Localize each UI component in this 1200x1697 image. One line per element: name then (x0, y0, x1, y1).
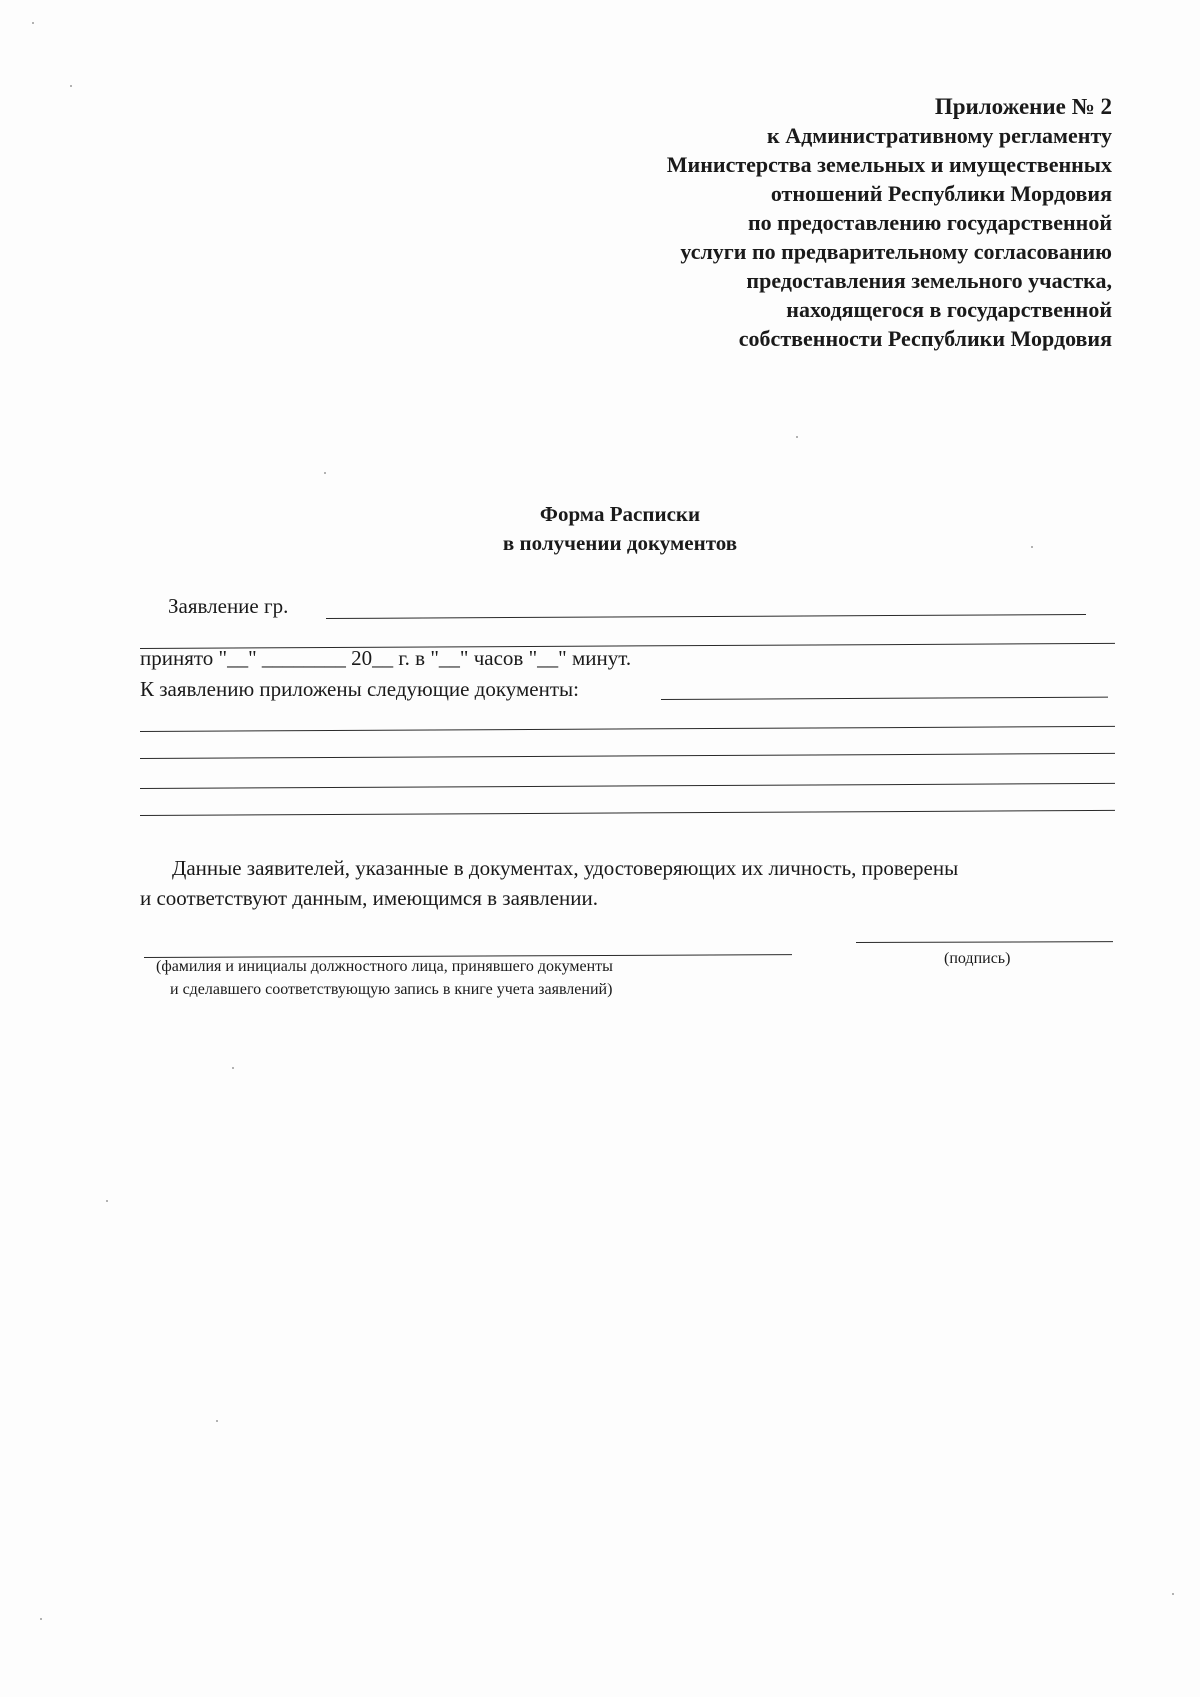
form-title-line-1: Форма Расписки (539, 502, 701, 526)
appendix-header-line: предоставления земельного участка, (746, 268, 1112, 293)
statement-label: Заявление гр. (168, 594, 289, 618)
appendix-header (552, 92, 1112, 353)
form-title (0, 500, 1200, 558)
scan-speck (232, 1067, 234, 1069)
accepted-datetime-line: принято "__" ________ 20__ г. в "__" часов "__" минут. (140, 646, 632, 670)
appendix-header-line: услуги по предварительному согласованию (680, 239, 1112, 264)
scan-speck (106, 1200, 108, 1202)
verification-text-line-2: и соответствуют данным, имеющимся в заявлении. (140, 886, 598, 910)
attached-documents-line-3[interactable] (140, 753, 1115, 759)
scan-speck (1031, 546, 1033, 548)
attached-documents-line-1[interactable] (661, 697, 1108, 700)
scan-speck (796, 436, 798, 438)
attached-documents-label: К заявлению приложены следующие документы: (140, 677, 579, 701)
attached-documents-line-5[interactable] (140, 810, 1115, 816)
applicant-name-line[interactable] (326, 614, 1086, 619)
appendix-header-line: к Административному регламенту (767, 123, 1112, 148)
verification-text-line-1: Данные заявителей, указанные в документах, удостоверяющих их личность, проверены (172, 856, 959, 880)
official-caption-line-1: (фамилия и инициалы должностного лица, принявшего документы (156, 958, 613, 975)
scan-speck (70, 85, 72, 87)
form-title-line-2: в получении документов (502, 531, 738, 555)
scan-speck (40, 1618, 42, 1620)
signature-caption: (подпись) (944, 950, 1011, 967)
scan-speck (1172, 1593, 1174, 1595)
attached-documents-line-2[interactable] (140, 726, 1115, 732)
scan-speck (32, 22, 34, 24)
appendix-header-line: по предоставлению государственной (747, 210, 1112, 235)
official-caption-line-2: и сделавшего соответствующую запись в книге учета заявлений) (170, 981, 613, 998)
appendix-header-line: находящегося в государственной (786, 297, 1112, 322)
scan-speck (324, 472, 326, 474)
signature-line[interactable] (856, 941, 1113, 943)
appendix-header-line: собственности Республики Мордовия (738, 326, 1112, 351)
appendix-number: Приложение № 2 (934, 94, 1112, 119)
scan-speck (216, 1420, 218, 1422)
appendix-header-line: отношений Республики Мордовия (770, 181, 1112, 206)
appendix-header-line: Министерства земельных и имущественных (666, 152, 1112, 177)
attached-documents-line-4[interactable] (140, 783, 1115, 789)
